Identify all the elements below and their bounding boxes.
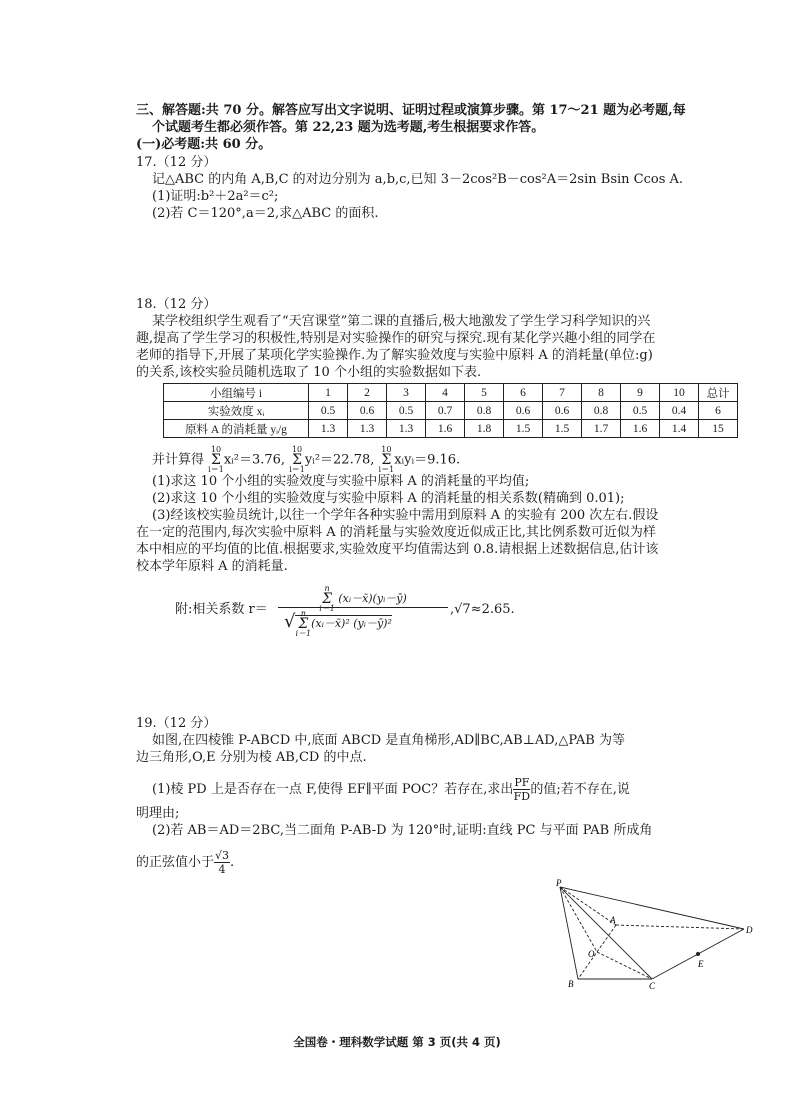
table-cell: 8 — [582, 384, 621, 402]
edge-PD — [560, 887, 744, 929]
fraction-numerator: PF — [514, 776, 530, 789]
table-cell: 6 — [504, 384, 543, 402]
q18-stem-line2: 趣,提高了学生学习的积极性,特别是对实验操作的研究与探究.现有某化学兴趣小组的同学在 — [136, 331, 656, 346]
label-O: O — [588, 949, 595, 959]
sigma-sum: 10 Σ i＝1 — [208, 445, 224, 474]
table-cell: 0.4 — [660, 402, 699, 420]
section-heading-line1: 三、解答题:共 70 分。解答应写出文字说明、证明过程或演算步骤。第 17～21 题为必考题,每 — [136, 103, 686, 118]
table-cell: 0.6 — [348, 402, 387, 420]
formula-denominator: √ n Σ i＝1(xᵢ－x̄)² (yᵢ－ȳ)² — [284, 609, 392, 638]
edge-PA — [560, 887, 616, 925]
numerator-text: (xᵢ－x̄)(yᵢ－ȳ) — [338, 592, 407, 605]
sum-lower: i＝1 — [378, 465, 395, 474]
q17-part1: (1)证明:b²＋2a²＝c²; — [152, 189, 279, 204]
denominator-text: (xᵢ－x̄)² (yᵢ－ȳ)² — [311, 617, 392, 630]
sigma-sum: 10 Σ i＝1 — [378, 445, 395, 474]
q18-part3-line2: 在一定的范围内,每次实验中原料 A 的消耗量与实验效度近似成正比,其比例系数可近似为样 — [136, 525, 656, 540]
section-heading-line2: 个试题考生都必须作答。第 22,23 题为选考题,考生根据要求作答。 — [152, 120, 545, 135]
q18-part3-line3: 本中相应的平均值的比值.根据要求,实验效度平均值需达到 0.8.请根据上述数据信息,估计该 — [136, 542, 659, 557]
calc-prefix: 并计算得 — [152, 452, 205, 468]
segment-OC — [597, 952, 652, 979]
correlation-label: 附:相关系数 r＝ — [175, 602, 268, 617]
part1-text-tail: 的值;若不存在,说 — [530, 782, 630, 797]
table-cell: 1.6 — [621, 420, 660, 438]
part2-period: . — [230, 855, 235, 870]
sum-upper: 10 — [210, 445, 222, 454]
sigma-sum: 10 Σ i＝1 — [289, 445, 305, 474]
sum-upper: 10 — [291, 445, 303, 454]
q18-stem-line1: 某学校组织学生观看了“天宫课堂”第二课的直播后,极大地激发了学生学习科学知识的兴 — [152, 314, 651, 329]
section-subheading: (一)必考题:共 60 分。 — [136, 137, 272, 152]
formula-numerator — [278, 584, 448, 613]
part2-text: 的正弦值小于 — [136, 855, 215, 870]
q19-part2-line1: (2)若 AB＝AD＝2BC,当二面角 P-AB-D 为 120°时,证明:直线 PC 与平面 PAB 所成角 — [152, 823, 653, 838]
table-cell: 1.4 — [660, 420, 699, 438]
table-cell: 10 — [660, 384, 699, 402]
edge-PB — [560, 887, 578, 979]
row-label-efficacy: 实验效度 xᵢ — [164, 402, 309, 420]
sum-upper: 10 — [381, 445, 392, 454]
table-cell: 1.3 — [309, 420, 348, 438]
fraction-numerator: √3 — [215, 849, 230, 862]
table-row — [164, 402, 738, 420]
label-A: A — [610, 915, 616, 925]
table-cell: 0.7 — [426, 402, 465, 420]
table-cell: 0.6 — [504, 402, 543, 420]
ratio-fraction — [513, 776, 530, 803]
table-cell: 2 — [348, 384, 387, 402]
edge-AD — [616, 925, 744, 929]
q19-stem-line2: 边三角形,O,E 分别为棱 AB,CD 的中点. — [136, 750, 367, 765]
q17-stem: 记△ABC 的内角 A,B,C 的对边分别为 a,b,c,已知 3－2cos²B－cos²A＝2sin Bsin Ccos A. — [152, 172, 684, 187]
table-cell: 0.8 — [582, 402, 621, 420]
table-row — [164, 420, 738, 438]
q18-part3-line1: (3)经该校实验员统计,以往一个学年各种实验中需用到原料 A 的实验有 200 次左右.假设 — [152, 508, 659, 523]
calc-x2: xᵢ²＝3.76, — [223, 452, 286, 468]
table-cell: 1.5 — [504, 420, 543, 438]
q18-header: 18.（12 分） — [136, 297, 217, 312]
segment-PO — [560, 887, 597, 952]
sigma-sum: n Σ i＝1 — [295, 609, 312, 638]
table-cell: 15 — [699, 420, 738, 438]
label-P: P — [556, 878, 562, 888]
table-cell: 0.5 — [621, 402, 660, 420]
table-cell: 4 — [426, 384, 465, 402]
label-B: B — [568, 979, 574, 989]
calc-y2: yᵢ²＝22.78, — [304, 452, 375, 468]
table-cell: 1.3 — [387, 420, 426, 438]
table-cell: 1 — [309, 384, 348, 402]
page-footer: 全国卷・理科数学试题 第 3 页(共 4 页) — [293, 1035, 501, 1049]
sqrt7-note: ,√7≈2.65. — [450, 602, 515, 617]
sum-lower: i＝1 — [319, 604, 335, 613]
table-cell: 6 — [699, 402, 738, 420]
part1-text: (1)棱 PD 上是否存在一点 F,使得 EF∥平面 POC？若存在,求出 — [152, 782, 514, 797]
table-cell: 0.6 — [543, 402, 582, 420]
table-cell: 1.7 — [582, 420, 621, 438]
table-cell: 1.5 — [543, 420, 582, 438]
q18-part2: (2)求这 10 个小组的实验效度与实验中原料 A 的消耗量的相关系数(精确到 0.01); — [152, 491, 625, 506]
table-cell: 1.3 — [348, 420, 387, 438]
sum-upper: n — [324, 584, 330, 593]
calc-xy: xᵢyᵢ＝9.16. — [394, 452, 461, 468]
table-cell: 9 — [621, 384, 660, 402]
label-E: E — [698, 959, 704, 969]
table-cell: 总计 — [699, 384, 738, 402]
q17-part2: (2)若 C＝120°,a＝2,求△ABC 的面积. — [152, 206, 379, 221]
q17-header: 17.（12 分） — [136, 155, 217, 170]
row-label-consumption: 原料 A 的消耗量 yᵢ/g — [164, 420, 309, 438]
q18-stem-line3: 老师的指导下,开展了某项化学实验操作.为了解实验效度与实验中原料 A 的消耗量(单位:g) — [136, 348, 653, 363]
edge-PC — [560, 887, 652, 979]
row-label-group: 小组编号 i — [164, 384, 309, 402]
pyramid-figure — [548, 877, 762, 993]
label-D: D — [746, 925, 753, 935]
table-cell: 1.6 — [426, 420, 465, 438]
fraction-denominator: 4 — [218, 863, 226, 876]
sum-lower: i＝1 — [289, 465, 305, 474]
table-cell: 0.5 — [387, 402, 426, 420]
fraction-denominator: FD — [513, 790, 531, 803]
q19-part1-line2: 明理由; — [136, 806, 180, 821]
sine-fraction — [214, 849, 230, 876]
q18-part3-line4: 校本学年原料 A 的消耗量. — [136, 559, 288, 574]
table-cell: 7 — [543, 384, 582, 402]
table-cell: 3 — [387, 384, 426, 402]
q19-header: 19.（12 分） — [136, 716, 217, 731]
table-cell: 1.8 — [465, 420, 504, 438]
table-cell: 0.5 — [309, 402, 348, 420]
sum-lower: i＝1 — [295, 629, 312, 638]
sigma-sum: n Σ i＝1 — [319, 584, 335, 613]
q19-part2-line2 — [136, 849, 234, 876]
label-C: C — [649, 981, 656, 991]
table-cell: 5 — [465, 384, 504, 402]
table-row — [164, 384, 738, 402]
sum-upper: n — [300, 609, 306, 618]
sum-lower: i＝1 — [208, 465, 224, 474]
experiment-data-table — [163, 383, 738, 438]
q18-stem-line4: 的关系,该校实验员随机选取了 10 个小组的实验数据如下表. — [136, 365, 482, 380]
q19-stem-line1: 如图,在四棱锥 P-ABCD 中,底面 ABCD 是直角梯形,AD∥BC,AB⊥AD,△PAB 为等 — [152, 733, 625, 748]
q19-part1-line1 — [152, 776, 630, 803]
table-cell: 0.8 — [465, 402, 504, 420]
q18-part1: (1)求这 10 个小组的实验效度与实验中原料 A 的消耗量的平均值; — [152, 474, 530, 489]
q18-calc-line — [152, 446, 460, 474]
point-E — [696, 952, 700, 956]
correlation-formula — [278, 585, 448, 638]
